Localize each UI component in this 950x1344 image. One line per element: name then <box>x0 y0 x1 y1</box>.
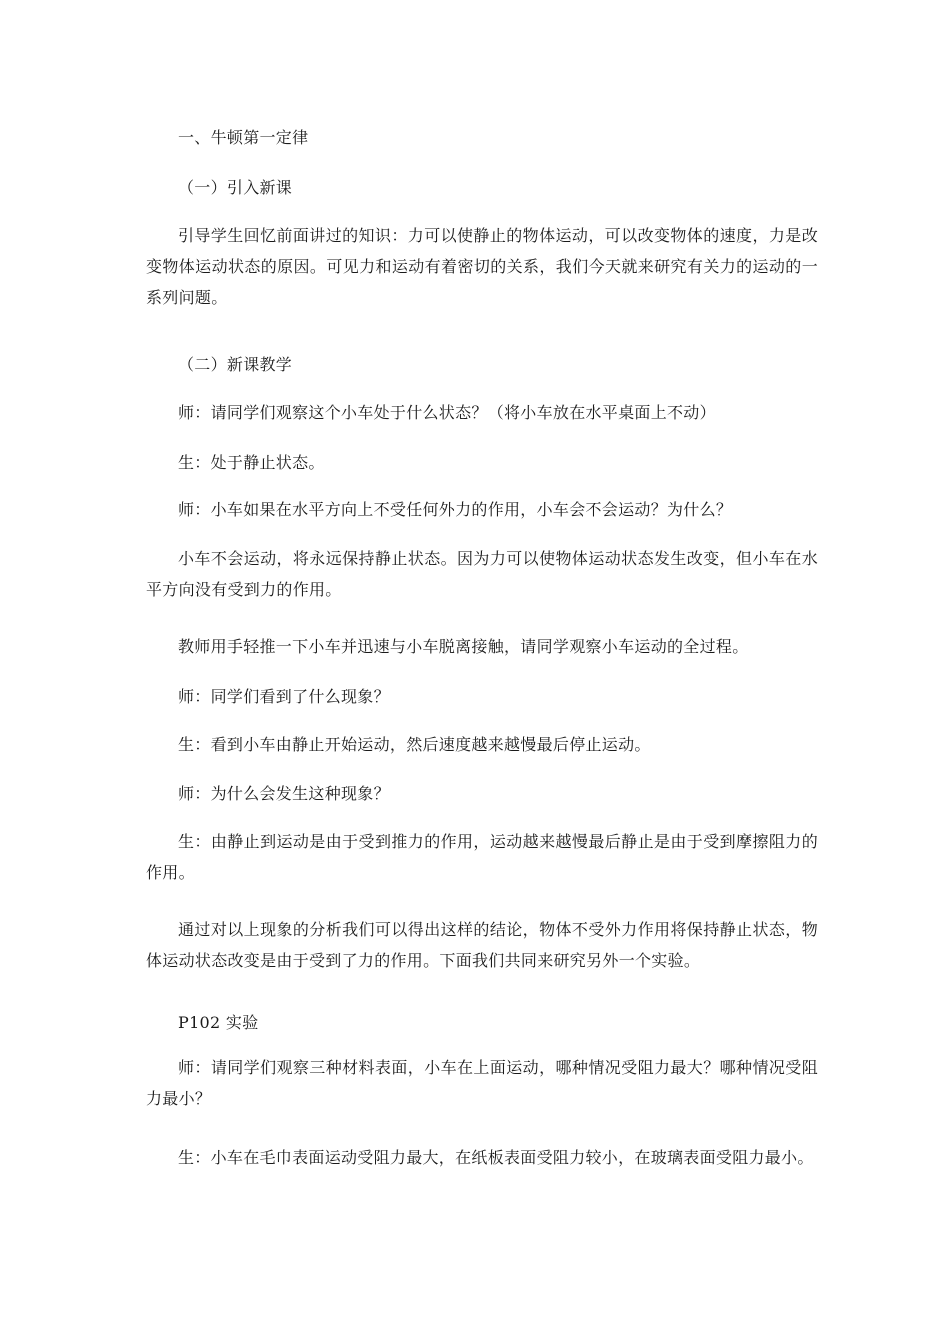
dialogue-line: 生：小车在毛巾表面运动受阻力最大，在纸板表面受阻力较小，在玻璃表面受阻力最小。 <box>178 1148 814 1167</box>
dialogue-line: 生：处于静止状态。 <box>178 453 325 472</box>
dialogue-line: 师：为什么会发生这种现象？ <box>178 784 390 803</box>
dialogue-line: 师：同学们看到了什么现象？ <box>178 687 390 706</box>
dialogue-line: 师：小车如果在水平方向上不受任何外力的作用，小车会不会运动？为什么？ <box>178 500 733 519</box>
dialogue-line: 生：看到小车由静止开始运动，然后速度越来越慢最后停止运动。 <box>178 735 651 754</box>
paragraph-explanation: 小车不会运动，将永远保持静止状态。因为力可以使物体运动状态发生改变，但小车在水平方向没有受到力的作用。 <box>146 549 818 599</box>
subsection-heading-teaching: （二）新课教学 <box>178 355 293 374</box>
subsection-heading-intro: （一）引入新课 <box>178 178 293 197</box>
dialogue-line: 生：由静止到运动是由于受到推力的作用，运动越来越慢最后静止是由于受到摩擦阻力的作用。 <box>146 832 818 882</box>
experiment-heading: P102 实验 <box>178 1013 259 1032</box>
paragraph-intro: 引导学生回忆前面讲过的知识：力可以使静止的物体运动，可以改变物体的速度，力是改变物体运动状态的原因。可见力和运动有着密切的关系，我们今天就来研究有关力的运动的一系列问题。 <box>146 226 818 307</box>
paragraph-demo: 教师用手轻推一下小车并迅速与小车脱离接触，请同学观察小车运动的全过程。 <box>178 637 749 656</box>
section-heading: 一、牛顿第一定律 <box>178 128 309 147</box>
paragraph-conclusion: 通过对以上现象的分析我们可以得出这样的结论，物体不受外力作用将保持静止状态，物体运动状态改变是由于受到了力的作用。下面我们共同来研究另外一个实验。 <box>146 920 818 970</box>
dialogue-line: 师：请同学们观察这个小车处于什么状态？（将小车放在水平桌面上不动） <box>178 403 716 422</box>
dialogue-line: 师：请同学们观察三种材料表面，小车在上面运动，哪种情况受阻力最大？哪种情况受阻力最小？ <box>146 1058 818 1108</box>
